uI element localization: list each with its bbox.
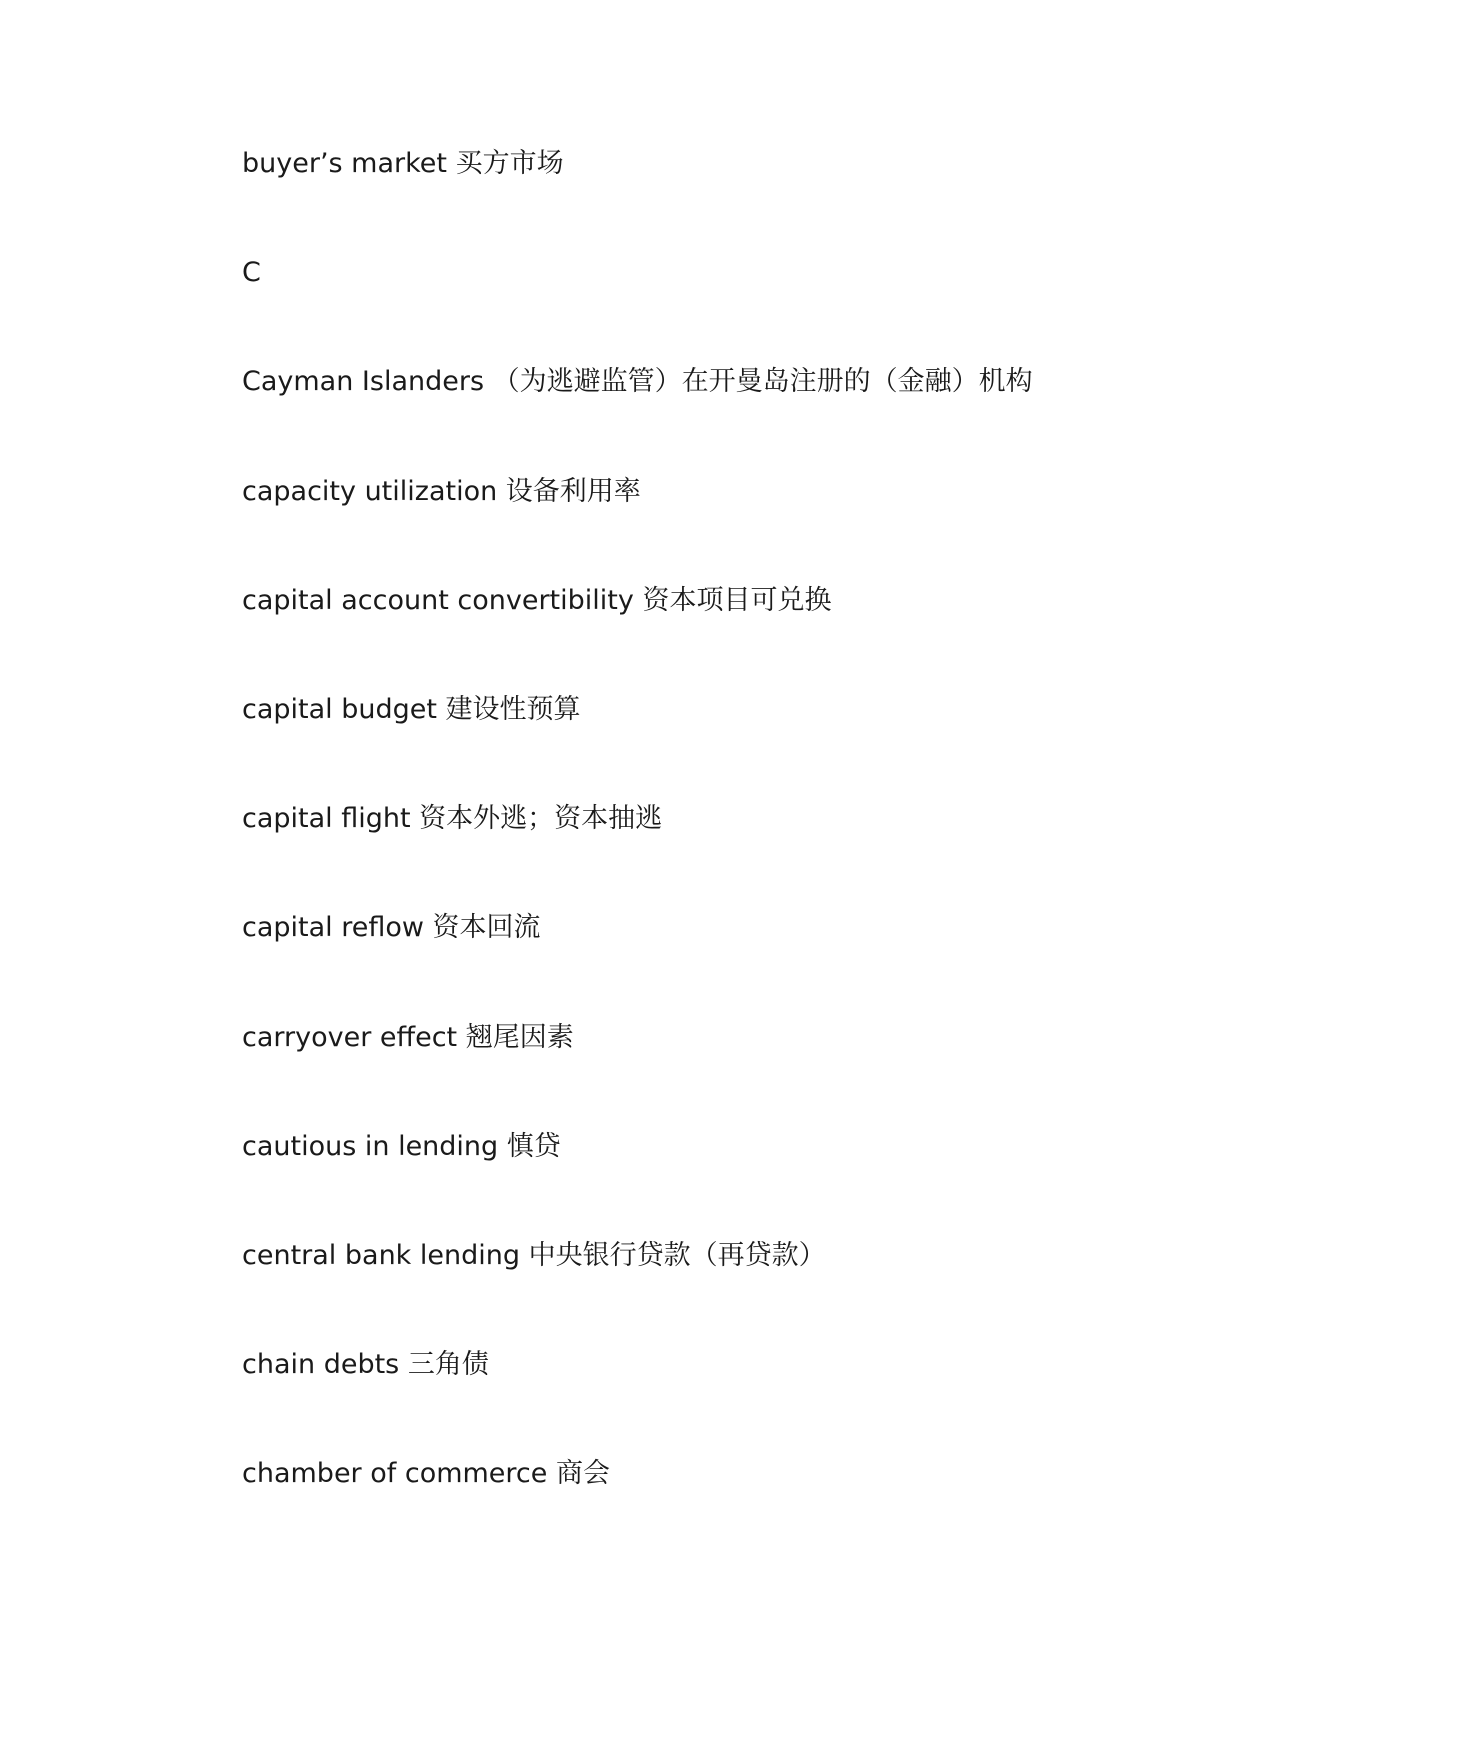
glossary-entry: capacity utilization 设备利用率 — [242, 475, 641, 507]
section-letter: C — [242, 257, 261, 289]
glossary-entry: chamber of commerce 商会 — [242, 1458, 610, 1490]
glossary-entry: cautious in lending 慎贷 — [242, 1130, 561, 1162]
glossary-entry: capital flight 资本外逃；资本抽逃 — [242, 803, 663, 835]
glossary-entry: capital budget 建设性预算 — [242, 693, 581, 725]
glossary-entry: central bank lending 中央银行贷款（再贷款） — [242, 1239, 826, 1271]
glossary-entry: buyer’s market 买方市场 — [242, 148, 564, 179]
glossary-entry: chain debts 三角债 — [242, 1349, 489, 1381]
glossary-list — [242, 150, 1033, 1569]
glossary-entry: capital account convertibility 资本项目可兑换 — [242, 584, 832, 616]
glossary-entry: Cayman Islanders （为逃避监管）在开曼岛注册的（金融）机构 — [242, 366, 1033, 398]
glossary-entry: carryover effect 翘尾因素 — [242, 1021, 574, 1053]
glossary-entry: capital reflow 资本回流 — [242, 912, 541, 944]
